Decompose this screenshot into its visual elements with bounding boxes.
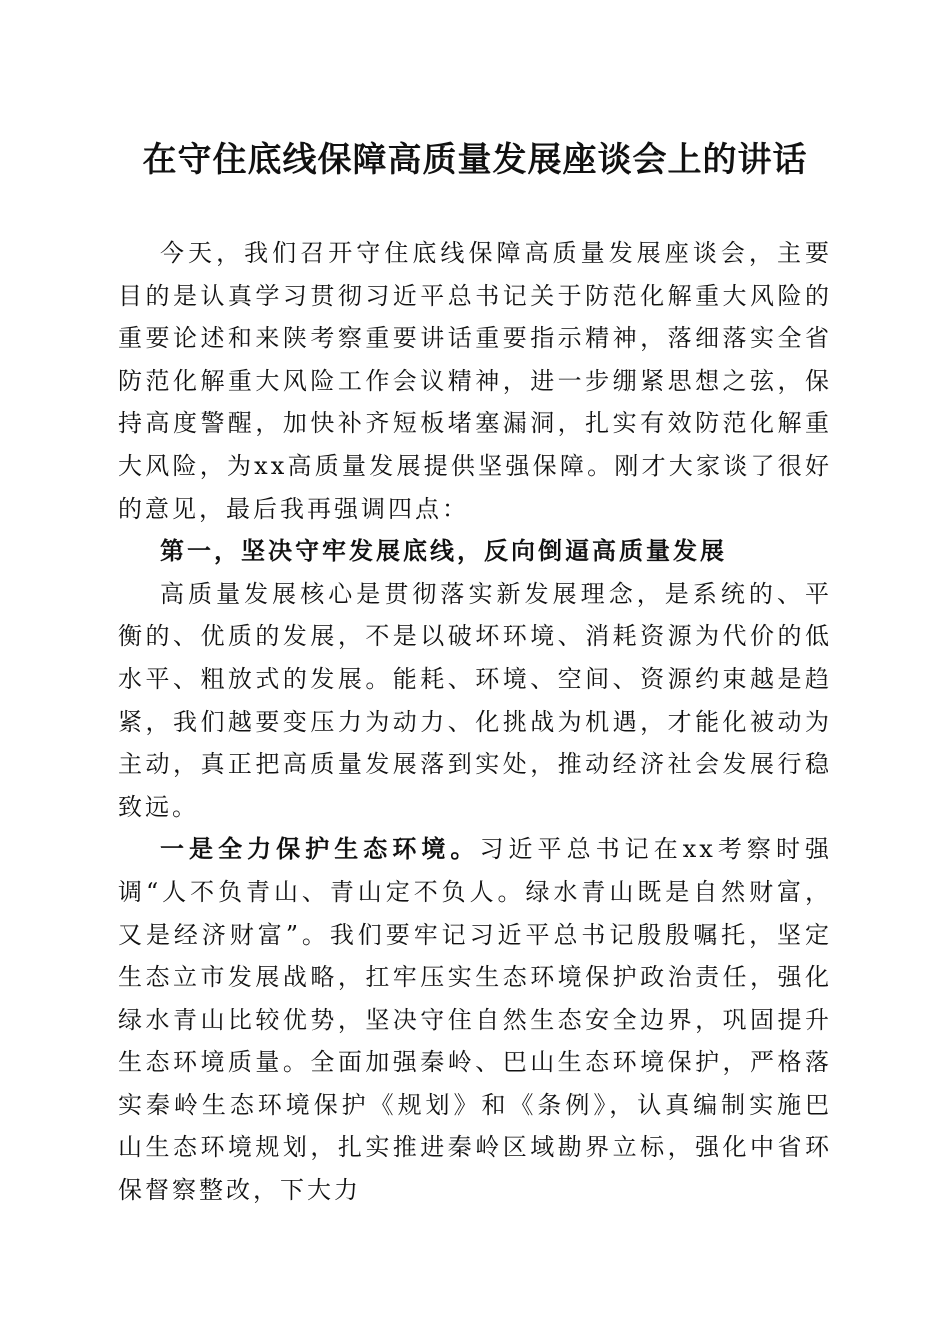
point-1-text: 习近平总书记在xx考察时强调“人不负青山、青山定不负人。绿水青山既是自然财富，又是经济财富”。我们要牢记习近平总书记殷殷嘱托，坚定生态立市发展战略，扛牢压实生态环境保护政治责任，强化绿水青山比较优势，坚决守住自然生态安全边界，巩固提升生态环境质量。全面加强秦岭、巴山生态环境保护，严格落实秦岭生态环境保护《规划》和《条例》，认真编制实施巴山生态环境规划，扎实推进秦岭区域勘界立标，强化中省环保督察整改，下大力	[118, 835, 832, 1205]
point-1-paragraph	[118, 828, 832, 1211]
document-body	[118, 232, 832, 1212]
section-1-paragraph: 高质量发展核心是贯彻落实新发展理念，是系统的、平衡的、优质的发展，不是以破坏环境、消耗资源为代价的低水平、粗放式的发展。能耗、环境、空间、资源约束越是趋紧，我们越要变压力为动力、化挑战为机遇，才能化被动为主动，真正把高质量发展落到实处，推动经济社会发展行稳致远。	[118, 579, 832, 821]
document-title: 在守住底线保障高质量发展座谈会上的讲话	[142, 140, 808, 180]
intro-paragraph: 今天，我们召开守住底线保障高质量发展座谈会，主要目的是认真学习贯彻习近平总书记关于防范化解重大风险的重要论述和来陕考察重要讲话重要指示精神，落细落实全省防范化解重大风险工作会议精神，进一步绷紧思想之弦，保持高度警醒，加快补齐短板堵塞漏洞，扎实有效防范化解重大风险，为xx高质量发展提供坚强保障。刚才大家谈了很好的意见，最后我再强调四点：	[118, 239, 832, 523]
point-1-lead: 一是全力保护生态环境。	[160, 834, 480, 864]
section-heading-1: 第一，坚决守牢发展底线，反向倒逼高质量发展	[160, 536, 727, 566]
